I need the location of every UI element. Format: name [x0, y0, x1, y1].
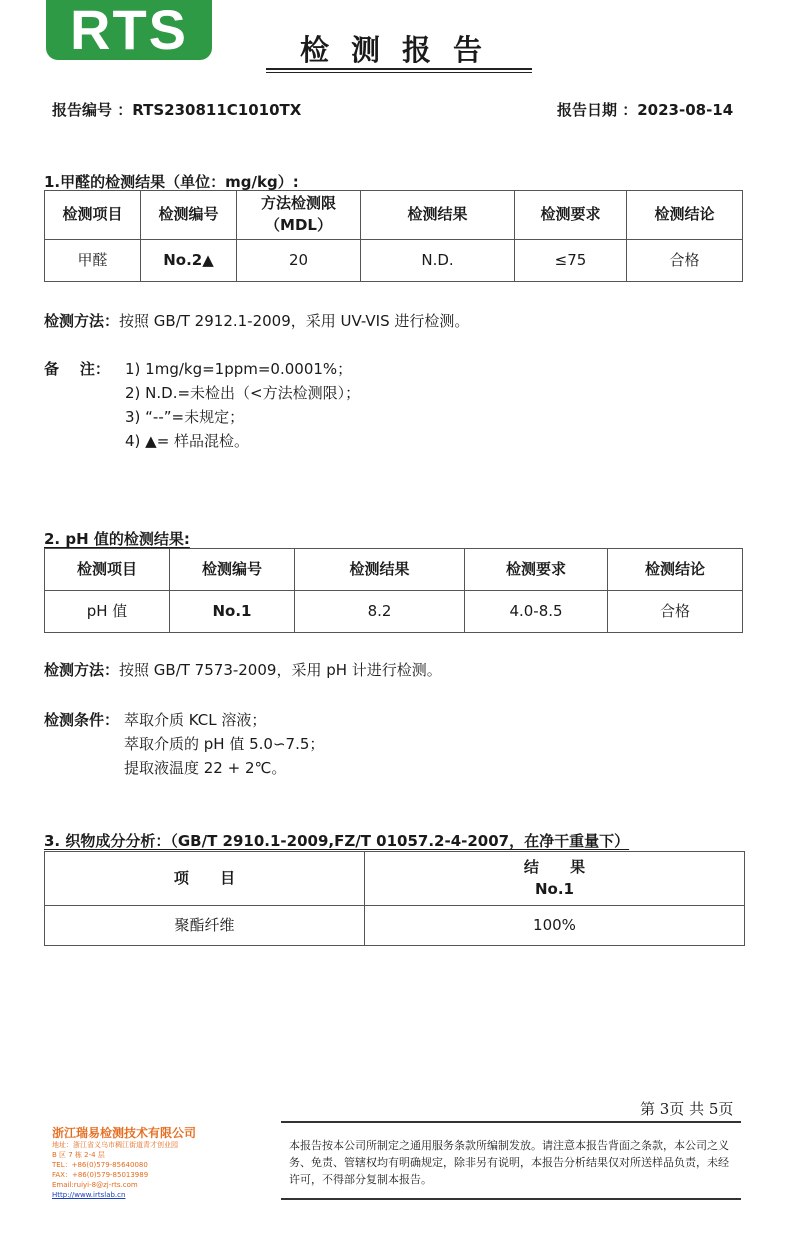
- composition-table: [44, 851, 745, 946]
- ph-table: [44, 548, 743, 633]
- col-header: 检测要求: [465, 549, 608, 591]
- table-header-row: [45, 549, 743, 591]
- table-row: [45, 906, 745, 946]
- footer-contact: [52, 1140, 178, 1200]
- title-underline-thin: [266, 72, 532, 73]
- footer-email: Email:ruiyi-8@zj-rts.com: [52, 1181, 138, 1189]
- col-header: 检测项目: [45, 191, 141, 240]
- result-label: 结 果: [523, 857, 586, 876]
- condition-item: 萃取介质 KCL 溶液；: [124, 711, 267, 729]
- cell-item: 甲醛: [45, 240, 141, 282]
- col-header: 检测结论: [608, 549, 743, 591]
- title-underline: [266, 68, 532, 70]
- cell-conclusion: 合格: [608, 591, 743, 633]
- col-header-mdl: [237, 191, 361, 240]
- cell-sample-no: No.1: [170, 591, 295, 633]
- col-header: 检测要求: [515, 191, 627, 240]
- table-header-row: [45, 191, 743, 240]
- cell-requirement: ≤75: [515, 240, 627, 282]
- cell-requirement: 4.0-8.5: [465, 591, 608, 633]
- footer-tel: TEL：+86(0)579-85640080: [52, 1161, 148, 1169]
- result-sample-no: No.1: [535, 879, 574, 898]
- cell-conclusion: 合格: [627, 240, 743, 282]
- section2-method: [44, 658, 442, 682]
- section2-title: 2. pH 值的检测结果:: [44, 530, 190, 548]
- mdl-line2: （MDL）: [265, 216, 332, 234]
- report-number: [52, 99, 301, 120]
- report-date-value: 2023-08-14: [637, 101, 734, 119]
- notes-list: [125, 357, 360, 453]
- section1-title: 1.甲醛的检测结果（单位：mg/kg）:: [44, 173, 299, 191]
- footer-rule-top: [281, 1121, 741, 1123]
- disclaimer: 本报告按本公司所制定之通用服务条款所编制发放。请注意本报告背面之条款，本公司之义务、免责、管辖权均有明确规定，除非另有说明，本报告分析结果仅对所送样品负责，未经许可，不得部分复制本报告。: [289, 1139, 729, 1186]
- note-item: 2) N.D.=未检出（<方法检测限）；: [125, 384, 361, 402]
- col-header: 检测编号: [141, 191, 237, 240]
- footer-zone: B 区 7 栋 2-4 层: [52, 1151, 105, 1159]
- col-header-item: 项 目: [45, 852, 365, 906]
- cell-mdl: 20: [237, 240, 361, 282]
- cell-result: 8.2: [295, 591, 465, 633]
- notes-label: 备 注：: [44, 360, 110, 378]
- document-title: 检测报告: [300, 33, 505, 67]
- table-header-row: [45, 852, 745, 906]
- table-row: [45, 591, 743, 633]
- note-item: 3) “--”=未规定；: [125, 408, 245, 426]
- conditions-label: 检测条件：: [44, 711, 120, 729]
- footer-address: 地址：浙江省义乌市稠江街道青才创业园: [52, 1141, 178, 1149]
- section3-title: 3. 织物成分分析：（GB/T 2910.1-2009,FZ/T 01057.2-4-2007，在净干重量下）: [44, 832, 630, 850]
- condition-item: 提取液温度 22 + 2℃。: [124, 759, 287, 777]
- method-label: 检测方法：: [44, 312, 120, 330]
- cell-fiber: 聚酯纤维: [45, 906, 365, 946]
- method-text: 按照 GB/T 2912.1-2009，采用 UV-VIS 进行检测。: [119, 312, 470, 330]
- footer-website[interactable]: Http://www.irtslab.cn: [52, 1191, 126, 1199]
- col-header-result: [365, 852, 745, 906]
- col-header: 检测结论: [627, 191, 743, 240]
- cell-sample-no: No.2▲: [141, 240, 237, 282]
- conditions-list: [124, 708, 324, 780]
- col-header: 检测结果: [361, 191, 515, 240]
- method-label: 检测方法：: [44, 661, 120, 679]
- formaldehyde-table: [44, 190, 743, 282]
- logo-text: RTS: [70, 0, 188, 61]
- cell-result: N.D.: [361, 240, 515, 282]
- note-item: 1) 1mg/kg=1ppm=0.0001%；: [125, 360, 353, 378]
- section1-method: [44, 309, 469, 333]
- report-number-label: 报告编号 ：: [52, 101, 133, 119]
- cell-item: pH 值: [45, 591, 170, 633]
- note-item: 4) ▲= 样品混检。: [125, 432, 250, 450]
- page-number: 第 3页 共 5页: [640, 1100, 734, 1118]
- cell-percentage: 100%: [365, 906, 745, 946]
- method-text: 按照 GB/T 7573-2009，采用 pH 计进行检测。: [119, 661, 442, 679]
- footer-company: 浙江瑞易检测技术有限公司: [52, 1126, 197, 1140]
- footer-fax: FAX：+86(0)579-85013989: [52, 1171, 149, 1179]
- report-number-value: RTS230811C1010TX: [132, 101, 302, 119]
- col-header: 检测编号: [170, 549, 295, 591]
- col-header: 检测项目: [45, 549, 170, 591]
- report-date-label: 报告日期 ：: [557, 101, 638, 119]
- company-logo: [46, 0, 212, 60]
- col-header: 检测结果: [295, 549, 465, 591]
- footer-rule-bottom: [281, 1198, 741, 1200]
- condition-item: 萃取介质的 pH 值 5.0∽7.5；: [124, 735, 325, 753]
- mdl-line1: 方法检测限: [260, 194, 336, 213]
- report-date: [557, 99, 733, 120]
- table-row: [45, 240, 743, 282]
